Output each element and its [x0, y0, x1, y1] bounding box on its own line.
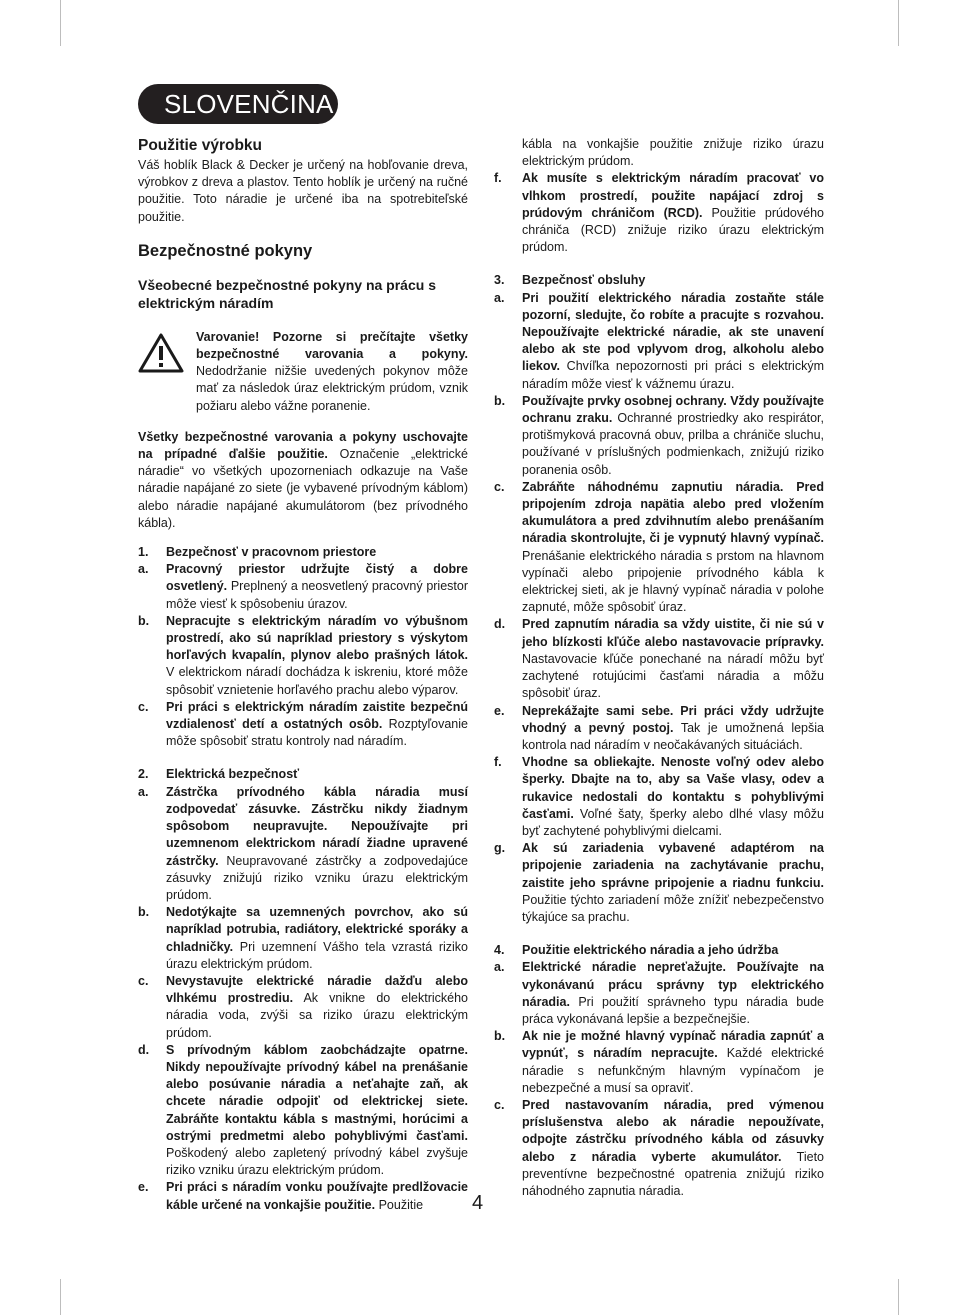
item-text — [166, 904, 468, 973]
item-body: Preplnený a neosvetlený pracovný priestor môže viesť k spôsobeniu úrazov. — [166, 579, 468, 611]
item-bold: Používajte prvky osobnej ochrany. Vždy používajte ochranu zraku. — [522, 393, 824, 426]
list-item — [494, 754, 824, 840]
crop-mark — [60, 1279, 61, 1315]
section-title: Bezpečnosť v pracovnom priestore — [166, 545, 377, 560]
item-bold: Nepracujte s elektrickým náradím vo výbušnom prostredí, ako sú napríklad priestory s výskytom horľavých kvapalín, plynov alebo prašných látok. — [166, 613, 468, 663]
item-body: Voľné šaty, šperky alebo dlhé vlasy môžu byť zachytené pohyblivými dielcami. — [522, 806, 824, 838]
section-3-heading — [494, 272, 824, 289]
item-text — [166, 1042, 468, 1180]
item-body: Pri uzemnení Vášho tela vzrastá riziko úrazu elektrickým prúdom. — [166, 939, 468, 971]
keep-bold: Všetky bezpečnostné varovania a pokyny uschovajte na prípadné ďalšie použitie. — [138, 429, 468, 462]
list-item — [494, 393, 824, 479]
warning-bold: Varovanie! Pozorne si prečítajte všetky bezpečnostné varovania a pokyny. — [196, 329, 468, 362]
item-bold: Ak musíte s elektrickým náradím pracovať vo vlhkom prostredí, použite napájací zdroj s prúdovým chráničom (RCD). — [522, 171, 824, 220]
item-body: Použitie týchto zariadení môže znížiť nebezpečenstvo týkajúce sa prachu. — [522, 892, 824, 924]
item-text — [166, 613, 468, 699]
list-item — [138, 973, 468, 1042]
safety-subtitle: Všeobecné bezpečnostné pokyny na prácu s elektrickým náradím — [138, 276, 436, 312]
item-body: Ak vnikne do elektrického náradia voda, zvýši sa riziko úrazu elektrickým prúdom. — [166, 991, 468, 1040]
warning-text — [196, 329, 468, 415]
item-label: g. — [494, 841, 506, 856]
item-label: b. — [138, 613, 150, 628]
item-body: Rozptyľovanie môže spôsobiť stratu kontroly nad náradím. — [166, 717, 468, 749]
item-bold: Elektrické náradie nepreťažujte. Používajte na vykonávanú prácu správny typ elektrického náradia. — [522, 960, 824, 1009]
item-bold: S prívodným káblom zaobchádzajte opatrne. Nikdy nepoužívajte prívodný kábel na prenášanie alebo posúvanie náradia a neťahajte zaň, ak chcete náradie odpojiť od elektrickej siete. Zabráňte kontaktu kábla s mastnými, horúcimi a ostrými predmetmi alebo pohyblivými časťami. — [166, 1042, 468, 1143]
item-label: b. — [494, 1029, 506, 1044]
item-body: Tieto preventívne bezpečnostné opatrenia znižujú riziko náhodného zapnutia náradia. — [522, 1149, 824, 1198]
item-label: b. — [494, 393, 506, 408]
item-label: e. — [138, 1180, 149, 1195]
warning-block — [138, 329, 468, 415]
item-label: a. — [138, 784, 149, 799]
list-item — [138, 904, 468, 973]
list-item — [138, 1042, 468, 1180]
crop-mark — [60, 0, 61, 46]
item-label: b. — [138, 905, 150, 920]
item-bold: Neprekážajte sami sebe. Pri práci vždy udržujte vhodný a pevný postoj. — [522, 703, 824, 735]
item-label: c. — [138, 973, 149, 988]
list-item — [494, 136, 824, 170]
item-text — [166, 784, 468, 904]
list-item — [138, 561, 468, 613]
item-body: Chvíľka nepozornosti pri práci s elektrickým náradím môže viesť k vážnemu úrazu. — [522, 359, 824, 391]
language-badge: SLOVENČINA — [138, 84, 338, 124]
section-title: Použitie elektrického náradia a jeho údržba — [522, 943, 779, 958]
item-bold: Pracovný priestor udržujte čistý a dobre osvetlený. — [166, 562, 468, 594]
crop-mark — [898, 0, 899, 46]
right-column — [494, 136, 824, 1200]
item-bold: Pri práci s elektrickým náradím zaistite bezpečnú vzdialenosť detí a ostatných osôb. — [166, 699, 468, 732]
item-text — [522, 393, 824, 479]
intro-title: Použitie výrobku — [138, 137, 263, 154]
item-bold: Ak sú zariadenia vybavené adaptérom na pripojenie zariadenia na zachytávanie prachu, zaistite jeho správne pripojenie a riadnu funkciu. — [522, 841, 824, 890]
item-bold: Vhodne sa obliekajte. Nenoste voľný odev alebo šperky. Dbajte na to, aby sa Vaše vlasy, odev a rukavice nedostali do kontaktu s pohyblivými časťami. — [522, 755, 824, 821]
item-body: Pri použití správneho typu náradia bude práca vykonávaná lepšie a bezpečnejšie. — [522, 994, 824, 1026]
item-bold: Pri práci s náradím vonku používajte predlžovacie káble určené na vonkajšie použitie. — [166, 1180, 468, 1212]
item-text — [522, 616, 824, 702]
item-bold: Nevystavujte elektrické náradie dažďu alebo vlhkému prostrediu. — [166, 973, 468, 1006]
section-number: 2. — [138, 767, 149, 782]
list-item — [138, 1179, 468, 1213]
item-text — [522, 290, 824, 393]
section-4-heading — [494, 942, 824, 959]
section-number: 3. — [494, 273, 505, 288]
item-text — [522, 754, 824, 840]
left-column — [138, 136, 468, 1214]
item-body: Tak je umožnená lepšia kontrola nad náradím v neočakávaných situáciách. — [522, 720, 824, 752]
section-title: Bezpečnosť obsluhy — [522, 273, 646, 288]
item-text — [522, 1028, 824, 1097]
item-bold: Nedotýkajte sa uzemnených povrchov, ako sú napríklad potrubia, radiátory, elektrické sporáky a chladničky. — [166, 905, 468, 954]
section-1-heading — [138, 544, 468, 561]
item-text — [522, 1097, 824, 1200]
list-item — [494, 479, 824, 617]
item-body: Použitie — [375, 1197, 424, 1212]
section-2-heading — [138, 766, 468, 783]
item-body: Neupravované zástrčky a zodpovedajúce zásuvky znižujú riziko vzniku úrazu elektrickým prúdom. — [166, 853, 468, 902]
item-bold: Ak nie je možné hlavný vypínač náradia zapnúť a vypnúť, s náradím nepracujte. — [522, 1029, 824, 1061]
item-body: Poškodený alebo zapletený prívodný kábel zvyšuje riziko vzniku úrazu elektrickým prúdom. — [166, 1145, 468, 1178]
item-label: d. — [138, 1042, 150, 1057]
list-item — [138, 784, 468, 904]
item-text — [166, 973, 468, 1042]
item-text — [522, 959, 824, 1028]
keep-body: Označenie „elektrické náradie“ vo všetkých upozorneniach odkazuje na Vaše náradie napájané zo siete (je vybavené prívodným káblom) alebo náradie napájané akumulátorom (bez prívodného kábla). — [138, 447, 468, 530]
list-item — [494, 703, 824, 755]
list-item — [138, 613, 468, 699]
item-body: Ochranné prostriedky ako respirátor, protišmyková pracovná obuv, prilba a chrániče sluchu, používané v príslušných podmienkach, znižujú riziko poranenia osôb. — [522, 411, 824, 477]
list-item — [494, 1097, 824, 1200]
section-number: 4. — [494, 943, 505, 958]
safety-title: Bezpečnostné pokyny — [138, 241, 313, 260]
item-text — [166, 699, 468, 751]
item-bold: Zástrčka prívodného kábla náradia musí zodpovedať zásuvke. Zástrčku nikdy žiadnym spôsobom neupravujte. Nepoužívajte pri uzemnenom elektrickom náradí žiadne upravené zástrčky. — [166, 784, 468, 868]
list-item — [494, 170, 824, 256]
item-label: c. — [494, 1097, 505, 1112]
item-label: f. — [494, 171, 502, 186]
item-text — [166, 1179, 468, 1213]
section-title: Elektrická bezpečnosť — [166, 767, 300, 782]
item-bold: Pri použití elektrického náradia zostaňte stále pozorní, sledujte, čo robíte a pracujte s rozvahou. Nepoužívajte elektrické náradie, ak ste unavení alebo ak ste pod vplyvom drog, alkoholu alebo liekov. — [522, 290, 824, 374]
item-body: V elektrickom náradí dochádza k iskreniu, ktoré môže spôsobiť vznietenie horľavého prachu alebo výparov. — [166, 665, 468, 697]
item-label: a. — [494, 290, 505, 305]
item-body: Prenášanie elektrického náradia s prstom na hlavnom vypínači alebo pripojenie prívodného kábla k elektrickej sieti, ak je hlavný vypínač náradia v polohe zapnuté, môže spôsobiť úraz. — [522, 548, 824, 615]
item-bold: Pred nastavovaním náradia, pred výmenou príslušenstva alebo ak náradie nepoužívate, odpojte zástrčku prívodného kábla od zásuvky alebo z náradia vyberte akumulátor. — [522, 1097, 824, 1164]
item-label: c. — [138, 699, 149, 714]
list-item — [494, 840, 824, 926]
item-label: c. — [494, 479, 505, 494]
list-item — [494, 959, 824, 1028]
crop-mark — [898, 1279, 899, 1315]
item-text — [166, 561, 468, 613]
warning-body: Nedodržanie nižšie uvedených pokynov môže mať za následok úraz elektrickým prúdom, vznik požiaru alebo vážne poranenie. — [196, 364, 468, 413]
item-bold: Zabráňte náhodnému zapnutiu náradia. Pred pripojením zdroja napätia alebo pred vložením akumulátora a pred zdvihnutím alebo prenášaním náradia skontrolujte, či je vypnutý hlavný vypínač. — [522, 479, 824, 546]
item-text — [522, 703, 824, 755]
item-label: d. — [494, 617, 506, 632]
item-body: Použitie prúdového chrániča (RCD) znižuje riziko úrazu elektrickým prúdom. — [522, 205, 824, 255]
continued-text: kábla na vonkajšie použitie znižuje riziko úrazu elektrickým prúdom. — [522, 137, 824, 169]
list-item — [494, 616, 824, 702]
page-number: 4 — [472, 1192, 484, 1214]
item-label: f. — [494, 755, 502, 770]
item-label: a. — [138, 562, 149, 577]
warning-icon — [138, 329, 196, 415]
item-label: a. — [494, 960, 505, 975]
section-number: 1. — [138, 545, 149, 560]
intro-text: Váš hoblík Black & Decker je určený na hobľovanie dreva, výrobkov z dreva a plastov. Tento hoblík je určený na ručné použitie. Toto náradie je určené iba na spotrebiteľské použitie. — [138, 158, 468, 224]
item-body: Každé elektrické náradie s nefunkčným hlavným vypínačom je nebezpečné a musí sa opraviť. — [522, 1046, 824, 1095]
item-text — [522, 170, 824, 256]
item-label: e. — [494, 703, 505, 718]
keep-instructions — [138, 429, 468, 532]
list-item — [494, 1028, 824, 1097]
list-item — [138, 699, 468, 751]
item-text — [522, 840, 824, 926]
list-item — [494, 290, 824, 393]
item-text — [522, 479, 824, 617]
item-bold: Pred zapnutím náradia sa vždy uistite, či nie sú v jeho blízkosti kľúče alebo nastavovacie prípravky. — [522, 617, 824, 649]
item-body: Nastavovacie kľúče ponechané na náradí môžu byť zachytené rotujúcimi časťami náradia a môžu spôsobiť úraz. — [522, 651, 824, 701]
